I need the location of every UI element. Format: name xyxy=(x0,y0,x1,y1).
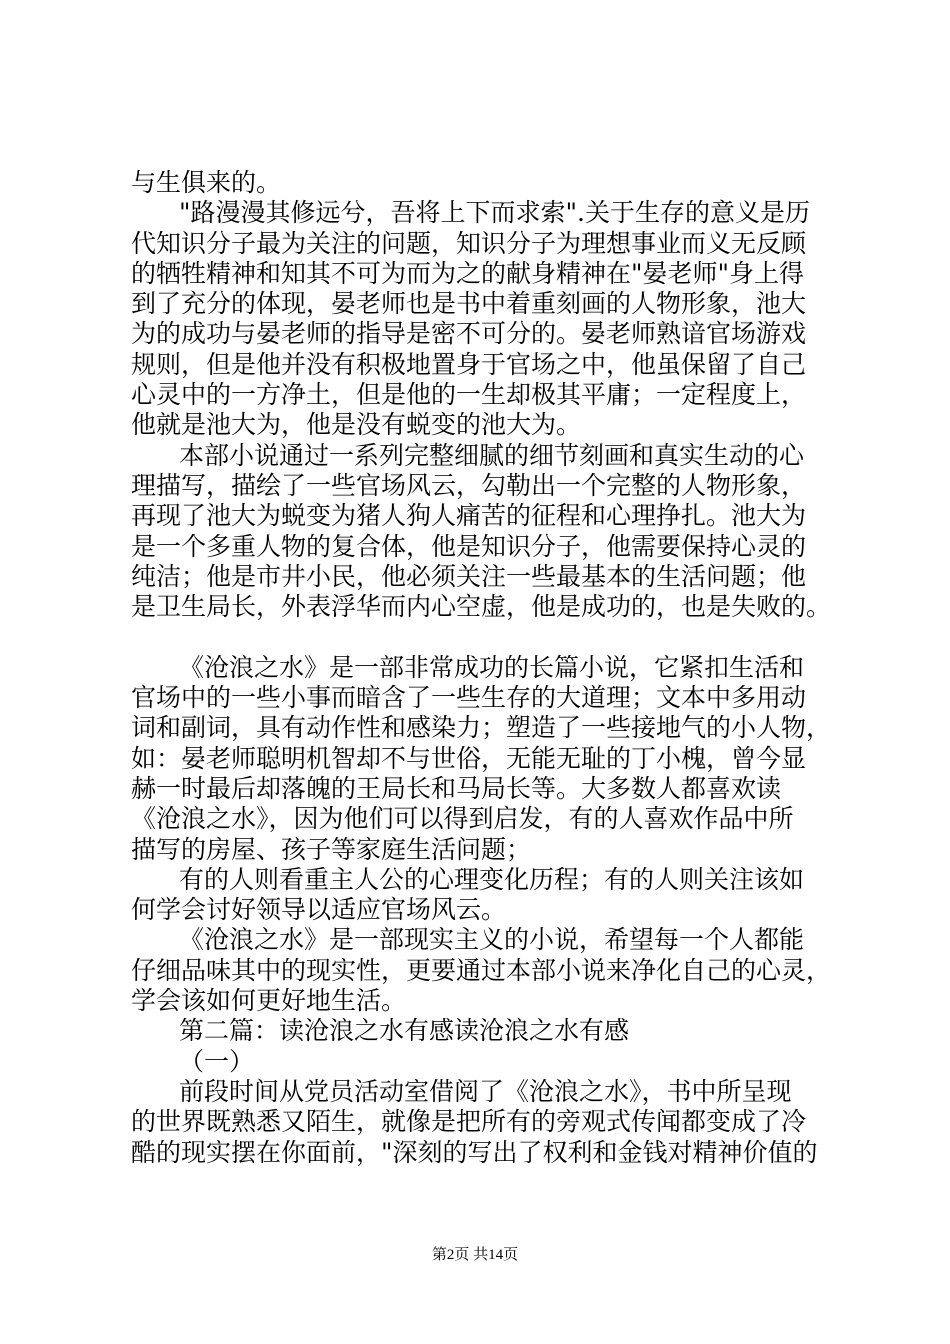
paragraph-start: 前段时间从党员活动室借阅了《沧浪之水》，书中所呈现 xyxy=(179,1076,792,1106)
page-number-footer: 第2页 共14页 xyxy=(431,1247,519,1263)
text-line: 代知识分子最为关注的问题，知识分子为理想事业而义无反顾 xyxy=(131,228,807,258)
text-line: 理描写，描绘了一些官场风云，勾勒出一个完整的人物形象， xyxy=(131,470,807,500)
text-line: 酷的现实摆在你面前，"深刻的写出了权利和金钱对精神价值的 xyxy=(131,1137,818,1167)
text-line: 规则，但是他并没有积极地置身于官场之中，他虽保留了自己 xyxy=(131,349,807,379)
text-line: 词和副词，具有动作性和感染力；塑造了一些接地气的小人物， xyxy=(131,713,832,743)
section-subheading: （一） xyxy=(179,1046,255,1076)
text-line: 描写的房屋、孩子等家庭生活问题； xyxy=(131,834,532,864)
text-line: 纯洁；他是市井小民，他必须关注一些最基本的生活问题；他 xyxy=(131,561,807,591)
section-heading: 第二篇：读沧浪之水有感读沧浪之水有感 xyxy=(179,1016,630,1046)
text-line: 何学会讨好领导以适应官场风云。 xyxy=(131,895,507,925)
paragraph-start: 有的人则看重主人公的心理变化历程；有的人则关注该如 xyxy=(179,864,805,894)
text-line: 仔细品味其中的现实性，更要通过本部小说来净化自己的心灵， xyxy=(131,955,832,985)
paragraph-start: 《沧浪之水》是一部现实主义的小说，希望每一个人都能 xyxy=(179,925,805,955)
text-line: 赫一时最后却落魄的王局长和马局长等。大多数人都喜欢读 xyxy=(131,773,782,803)
text-line: 如：晏老师聪明机智却不与世俗，无能无耻的丁小槐，曾今显 xyxy=(131,743,807,773)
text-line: 是一个多重人物的复合体，他是知识分子，他需要保持心灵的 xyxy=(131,531,807,561)
document-body xyxy=(131,168,851,1168)
text-line: 为的成功与晏老师的指导是密不可分的。晏老师熟谙官场游戏 xyxy=(131,319,807,349)
text-line: 与生俱来的。 xyxy=(131,168,282,197)
paragraph-gap xyxy=(131,622,851,652)
text-line: 是卫生局长，外表浮华而内心空虚，他是成功的，也是失败的。 xyxy=(131,592,832,622)
paragraph-start: 本部小说通过一系列完整细腻的细节刻画和真实生动的心 xyxy=(179,440,805,470)
paragraph-start: "路漫漫其修远兮，吾将上下而求索".关于生存的意义是历 xyxy=(179,198,810,228)
paragraph-start: 《沧浪之水》是一部非常成功的长篇小说，它紧扣生活和 xyxy=(179,652,805,682)
text-line: 的牺牲精神和知其不可为而为之的献身精神在"晏老师"身上得 xyxy=(131,258,805,288)
text-line: 心灵中的一方净土，但是他的一生却极其平庸；一定程度上， xyxy=(131,380,807,410)
text-line: 学会该如何更好地生活。 xyxy=(131,986,407,1016)
text-line: 他就是池大为，他是没有蜕变的池大为。 xyxy=(131,410,582,440)
text-line: 到了充分的体现，晏老师也是书中着重刻画的人物形象，池大 xyxy=(131,289,807,319)
text-line: 的世界既熟悉又陌生，就像是把所有的旁观式传闻都变成了冷 xyxy=(131,1107,807,1137)
text-line: 《沧浪之水》，因为他们可以得到启发，有的人喜欢作品中所 xyxy=(131,804,794,834)
text-line: 再现了池大为蜕变为猪人狗人痛苦的征程和心理挣扎。池大为 xyxy=(131,501,807,531)
text-line: 官场中的一些小事而暗含了一些生存的大道理；文本中多用动 xyxy=(131,683,807,713)
